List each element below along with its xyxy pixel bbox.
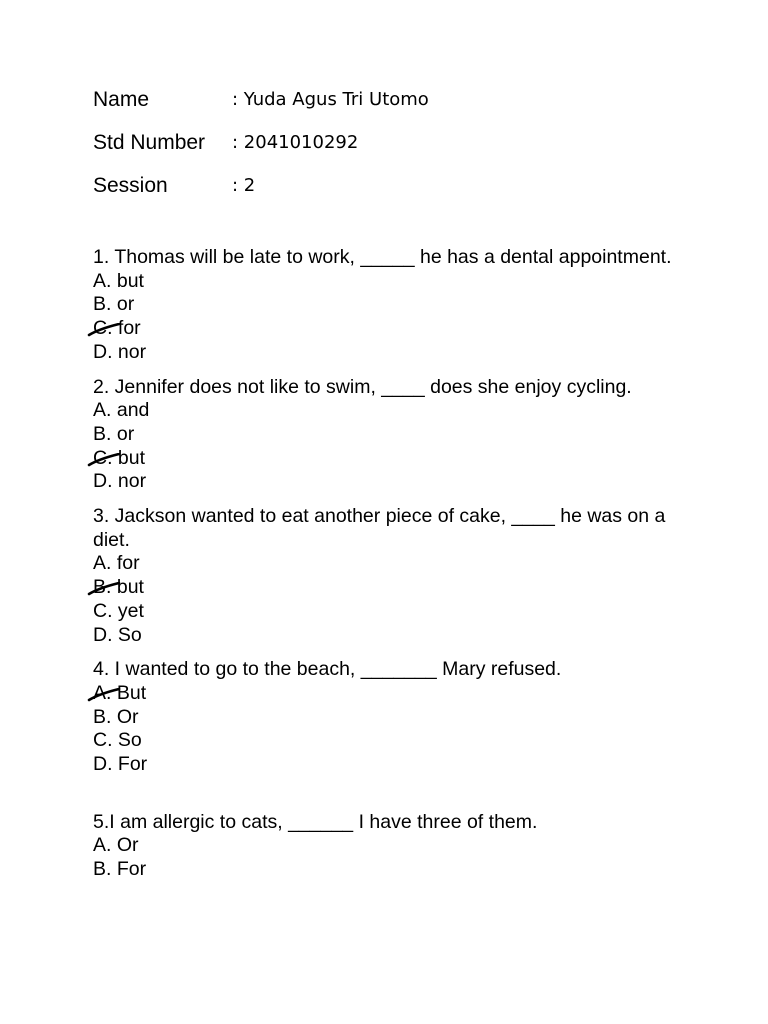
option-c-selected <box>93 317 693 341</box>
option-text: but <box>111 269 144 292</box>
option-a <box>93 270 693 294</box>
option-text: Or <box>111 834 139 857</box>
option-letter: A. <box>93 269 112 292</box>
option-letter: A. <box>93 834 112 857</box>
std-number-label: Std Number <box>93 131 206 154</box>
std-number-value: : 2041010292 <box>232 132 359 153</box>
question-2 <box>93 376 693 495</box>
question-text: 3. Jackson wanted to eat another piece of cake, ____ he was on a diet. <box>93 505 666 551</box>
option-b <box>93 706 693 730</box>
option-letter: B. <box>93 576 112 599</box>
option-letter: B. <box>93 705 112 728</box>
session-label: Session <box>93 174 168 197</box>
question-3 <box>93 505 693 647</box>
option-letter: C. <box>93 446 113 469</box>
option-b-selected <box>93 576 693 600</box>
option-b <box>93 423 693 447</box>
option-text: but <box>111 576 144 599</box>
name-label: Name <box>93 88 150 111</box>
option-letter: D. <box>93 623 113 646</box>
option-text: and <box>111 399 150 422</box>
option-a <box>93 399 693 423</box>
question-5 <box>93 811 693 882</box>
name-value: : Yuda Agus Tri Utomo <box>232 89 429 110</box>
option-letter: B. <box>93 422 112 445</box>
option-c <box>93 729 693 753</box>
option-a <box>93 552 693 576</box>
option-c <box>93 600 693 624</box>
option-letter: D. <box>93 753 113 776</box>
question-text: 4. I wanted to go to the beach, _______ Mary refused. <box>93 658 562 681</box>
option-letter: A. <box>93 681 112 704</box>
option-b <box>93 293 693 317</box>
option-text: but <box>112 446 146 469</box>
option-text: for <box>112 317 141 340</box>
session-value: : 2 <box>232 175 256 196</box>
option-text: or <box>111 422 135 445</box>
option-letter: A. <box>93 552 112 575</box>
question-1 <box>93 246 693 365</box>
option-b <box>93 858 693 882</box>
option-letter: B. <box>93 293 112 316</box>
option-d <box>93 624 693 648</box>
option-letter: D. <box>93 340 113 363</box>
option-letter: D. <box>93 470 113 493</box>
option-text: For <box>112 753 148 776</box>
option-a-selected <box>93 682 693 706</box>
question-text: 2. Jennifer does not like to swim, ____ does she enjoy cycling. <box>93 375 632 398</box>
option-a <box>93 834 693 858</box>
option-text: So <box>112 623 142 646</box>
option-text: for <box>111 552 140 575</box>
option-letter: B. <box>93 858 112 881</box>
option-text: yet <box>112 599 144 622</box>
option-d <box>93 753 693 777</box>
question-text: 1. Thomas will be late to work, _____ he has a dental appointment. <box>93 246 672 268</box>
option-letter: C. <box>93 729 113 752</box>
option-letter: A. <box>93 399 112 422</box>
option-text: So <box>112 729 142 752</box>
question-list <box>93 246 693 882</box>
option-text: Or <box>111 705 139 728</box>
option-d <box>93 341 693 365</box>
option-d <box>93 470 693 494</box>
option-text: nor <box>112 470 147 493</box>
question-text: 5.I am allergic to cats, ______ I have three of them. <box>93 810 538 833</box>
option-letter: C. <box>93 317 113 340</box>
option-text: But <box>111 681 147 704</box>
option-c-selected <box>93 447 693 471</box>
option-text: or <box>111 293 135 316</box>
question-4 <box>93 658 693 777</box>
option-letter: C. <box>93 599 113 622</box>
option-text: For <box>111 858 147 881</box>
option-text: nor <box>112 340 147 363</box>
